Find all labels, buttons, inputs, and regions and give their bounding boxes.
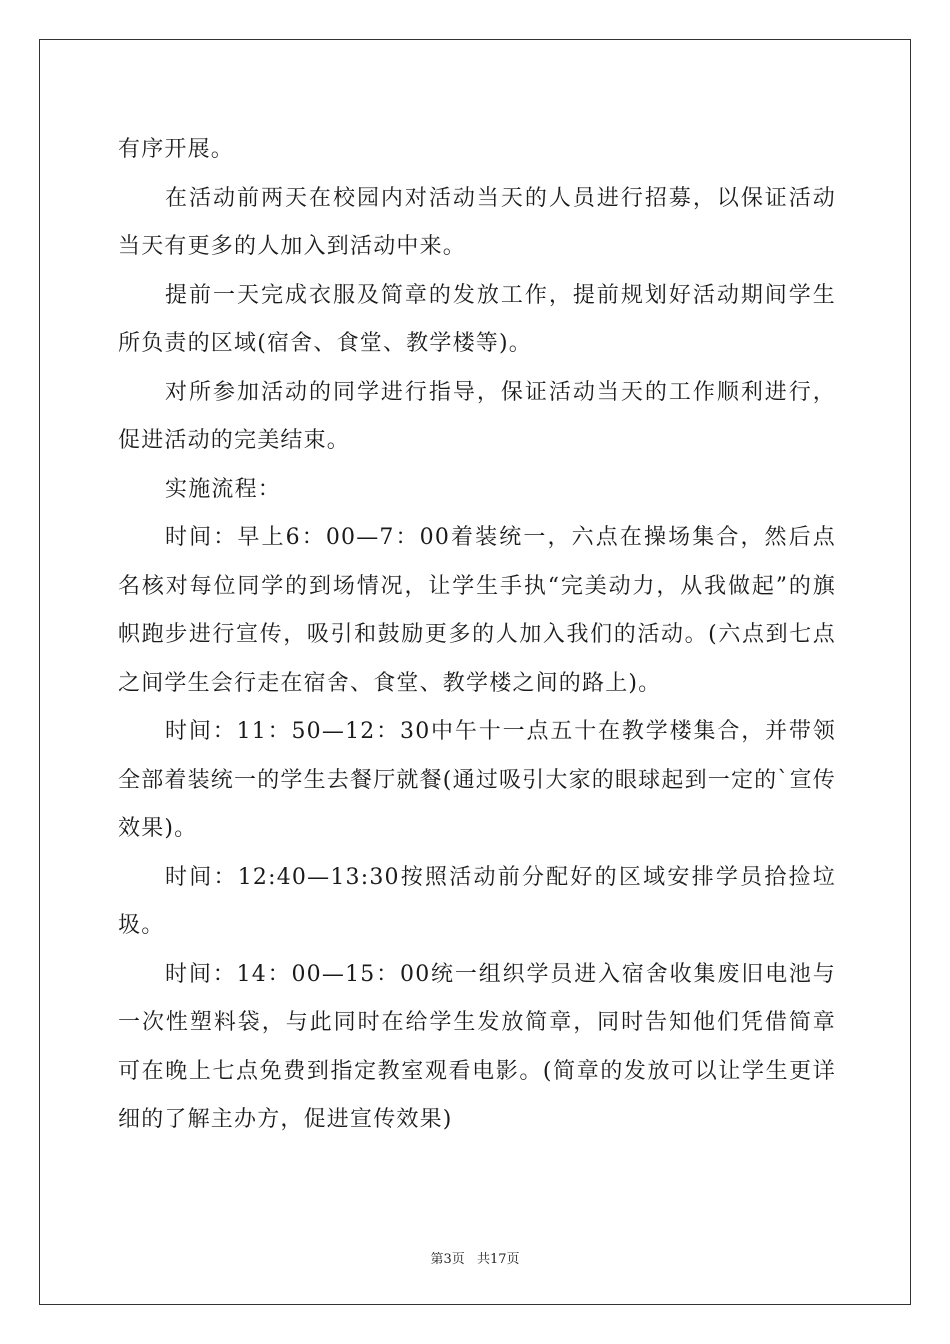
page-number: 第3页: [430, 1252, 465, 1267]
paragraph: 有序开展。: [118, 137, 235, 162]
paragraph: 时间：12:40—13:30按照活动前分配好的区域安排学员拾捡垃圾。: [118, 864, 836, 938]
page-total: 共17页: [476, 1252, 520, 1267]
document-body: [118, 126, 836, 1145]
paragraph: 提前一天完成衣服及简章的发放工作，提前规划好活动期间学生所负责的区域(宿舍、食堂、教学楼等)。: [118, 282, 836, 356]
paragraph: 时间：早上6：00—7：00着装统一，六点在操场集合，然后点名核对每位同学的到场情况，让学生手执“完美动力，从我做起”的旗帜跑步进行宣传，吸引和鼓励更多的人加入我们的活动。(六点到七点之间学生会行走在宿舍、食堂、教学楼之间的路上)。: [118, 525, 836, 696]
paragraph: 时间：14：00—15：00统一组织学员进入宿舍收集废旧电池与一次性塑料袋，与此同时在给学生发放简章，同时告知他们凭借简章可在晚上七点免费到指定教室观看电影。(简章的发放可以让学生更详细的了解主办方，促进宣传效果): [118, 961, 836, 1132]
paragraph: 在活动前两天在校园内对活动当天的人员进行招募，以保证活动当天有更多的人加入到活动中来。: [118, 185, 836, 259]
section-heading: 实施流程：: [165, 476, 282, 502]
paragraph: 对所参加活动的同学进行指导，保证活动当天的工作顺利进行，促进活动的完美结束。: [118, 379, 836, 453]
paragraph: 时间：11：50—12：30中午十一点五十在教学楼集合，并带领全部着装统一的学生去餐厅就餐(通过吸引大家的眼球起到一定的`宣传效果)。: [118, 719, 836, 841]
page-footer: [0, 1248, 950, 1267]
